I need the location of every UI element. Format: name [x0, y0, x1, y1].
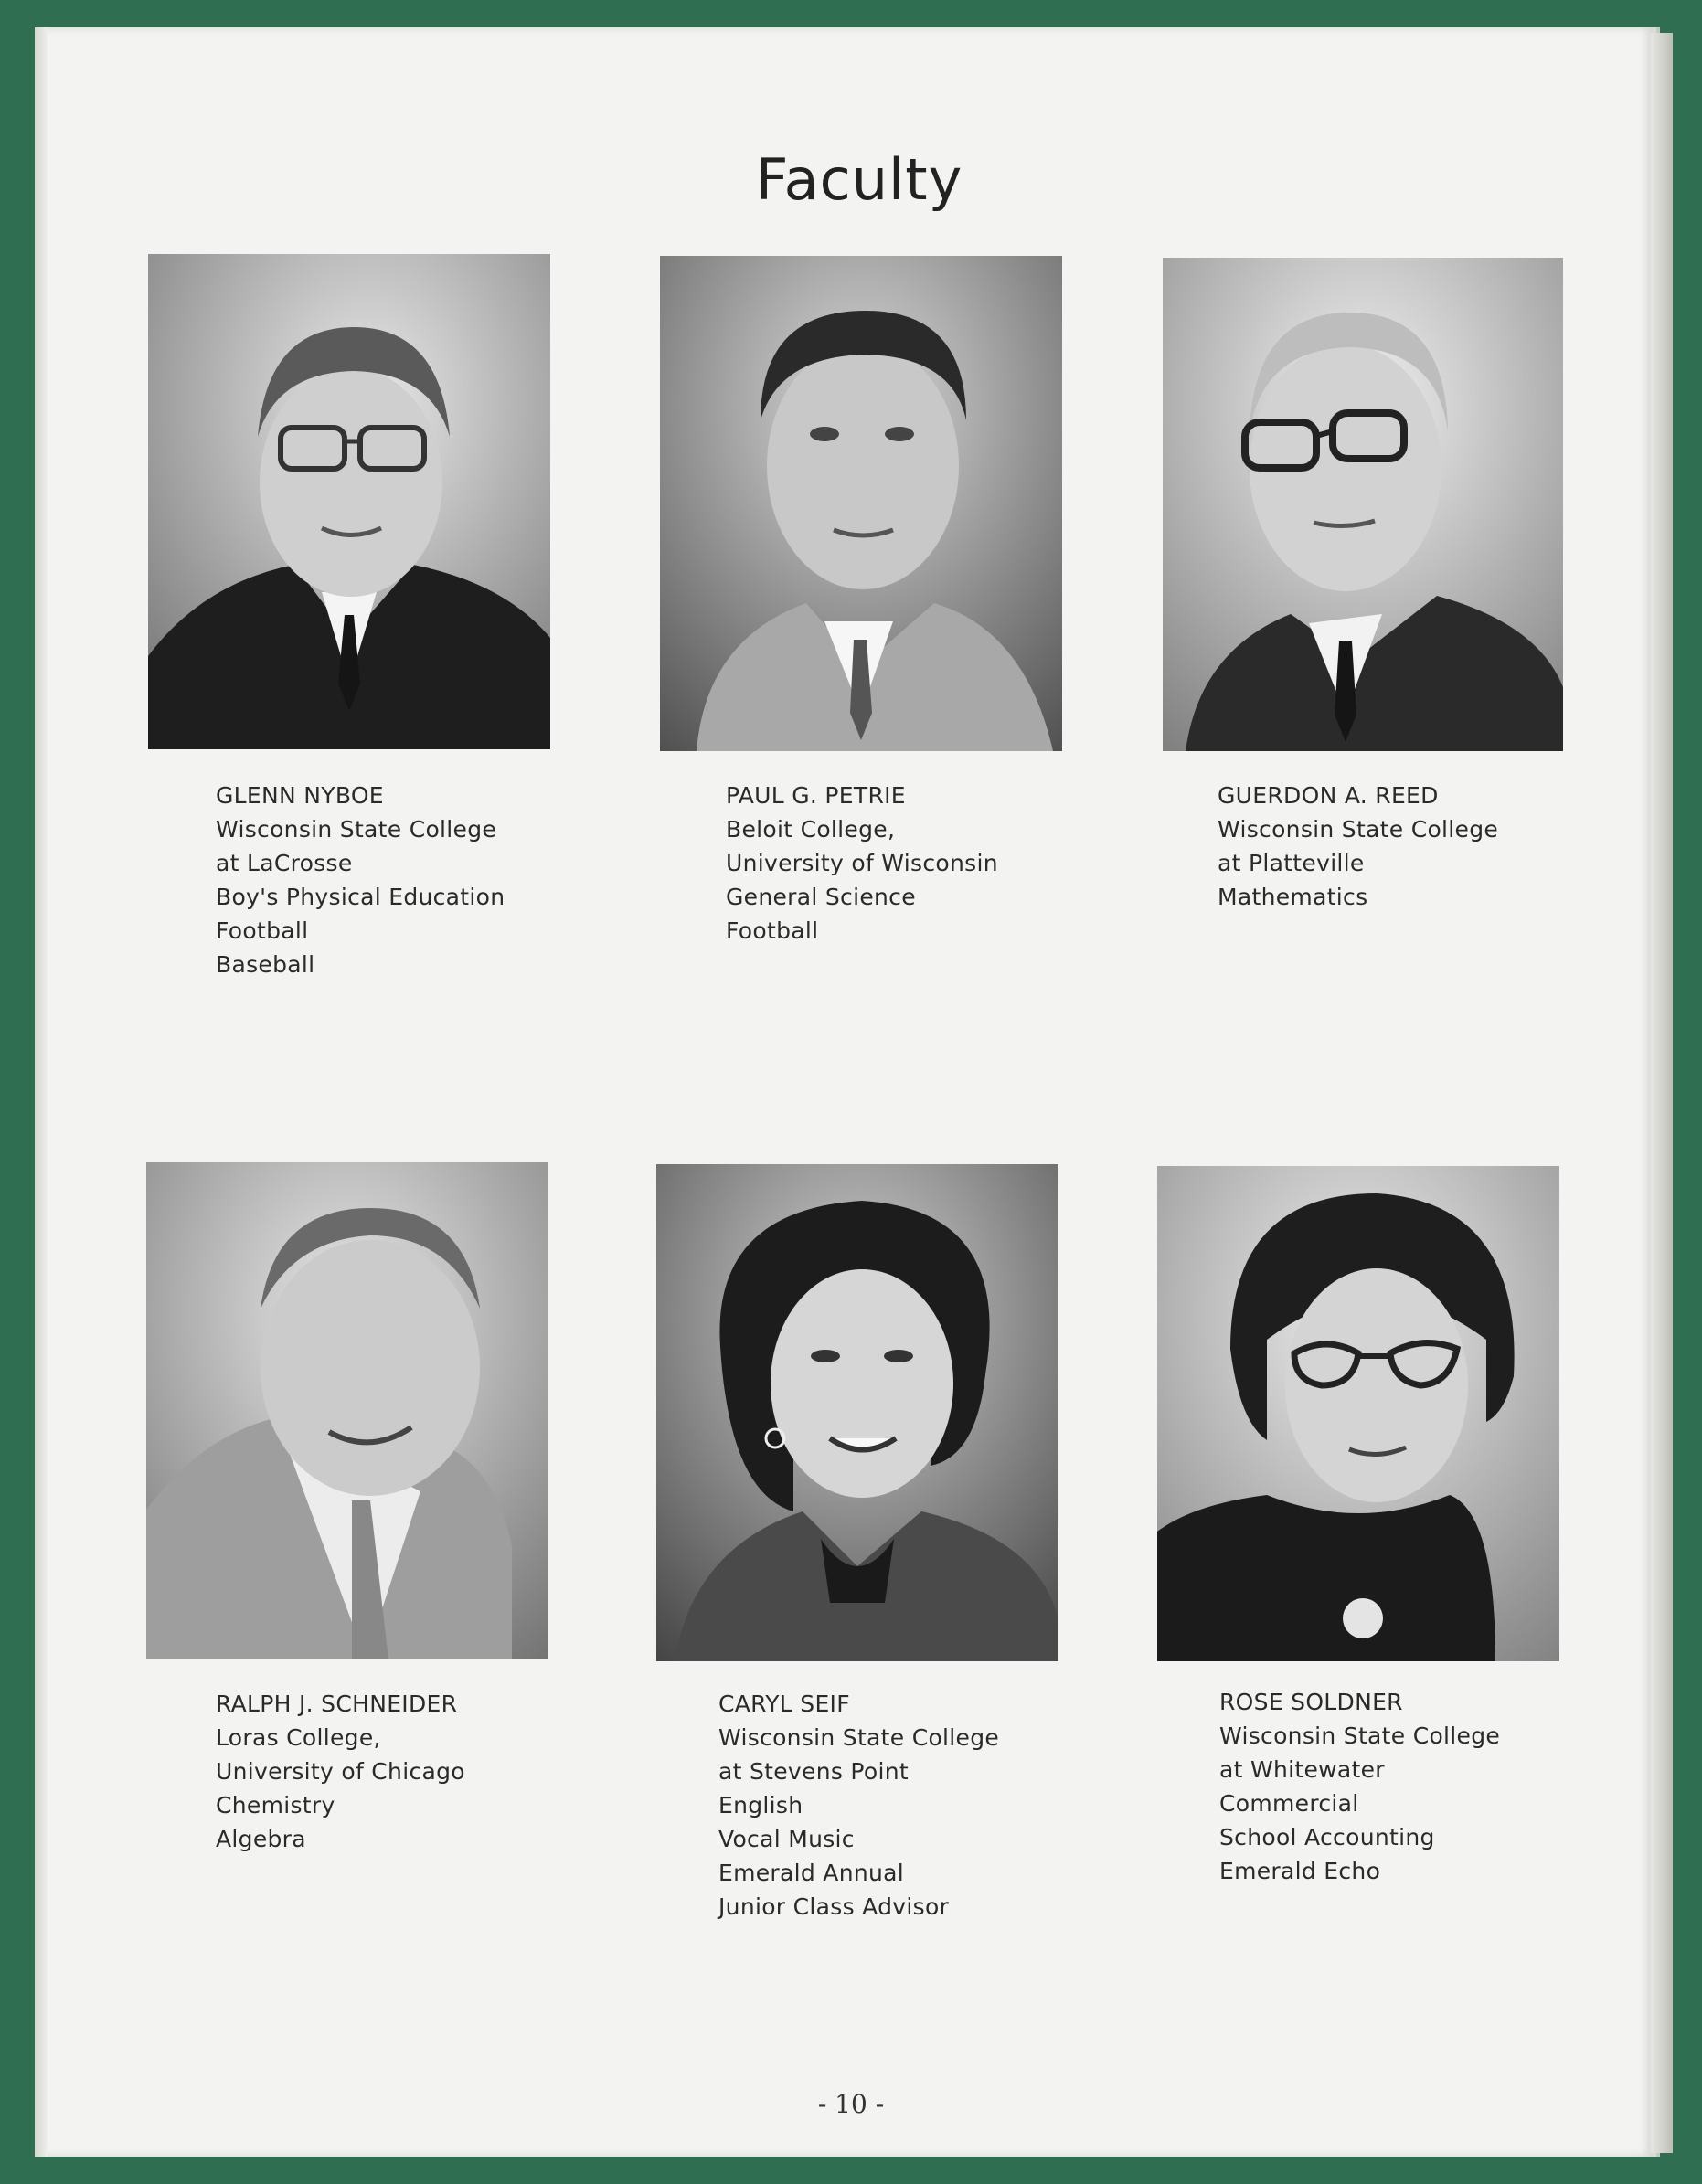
portrait-photo-schneider [146, 1162, 548, 1659]
faculty-detail: Wisconsin State College [718, 1724, 1000, 1751]
faculty-detail: University of Wisconsin [726, 850, 998, 876]
portrait-photo-seif [656, 1164, 1058, 1661]
faculty-detail: Algebra [216, 1826, 306, 1852]
faculty-detail: Football [726, 917, 819, 944]
faculty-detail: Commercial [1219, 1790, 1359, 1817]
faculty-detail: University of Chicago [216, 1758, 465, 1785]
faculty-detail: Emerald Echo [1219, 1858, 1381, 1884]
portrait-photo-reed [1163, 258, 1563, 751]
faculty-detail: Football [216, 917, 309, 944]
portrait-photo-soldner [1157, 1166, 1559, 1661]
faculty-detail: Emerald Annual [718, 1860, 904, 1886]
faculty-detail: Wisconsin State College [1219, 1723, 1501, 1749]
faculty-caption-nyboe [216, 779, 505, 981]
faculty-detail: Junior Class Advisor [718, 1893, 950, 1920]
faculty-name: ROSE SOLDNER [1219, 1689, 1403, 1715]
faculty-detail: Wisconsin State College [1218, 816, 1499, 843]
faculty-detail: at Stevens Point [718, 1758, 909, 1785]
faculty-detail: Wisconsin State College [216, 816, 497, 843]
faculty-name: GUERDON A. REED [1218, 782, 1439, 809]
faculty-caption-schneider [216, 1687, 465, 1856]
faculty-detail: Boy's Physical Education [216, 884, 505, 910]
portrait-photo-nyboe [148, 254, 550, 749]
faculty-detail: at Platteville [1218, 850, 1365, 876]
faculty-caption-reed [1218, 779, 1498, 914]
faculty-caption-soldner [1219, 1685, 1500, 1888]
page-stack-edge [1651, 33, 1673, 2153]
faculty-detail: at Whitewater [1219, 1756, 1385, 1783]
faculty-name: GLENN NYBOE [216, 782, 384, 809]
faculty-caption-seif [718, 1687, 999, 1924]
faculty-detail: Loras College, [216, 1724, 381, 1751]
portrait-photo-petrie [660, 256, 1062, 751]
faculty-detail: Chemistry [216, 1792, 335, 1818]
faculty-name: CARYL SEIF [718, 1691, 850, 1717]
faculty-detail: Baseball [216, 951, 315, 978]
faculty-detail: at LaCrosse [216, 850, 353, 876]
page-title: Faculty [755, 146, 963, 213]
faculty-detail: School Accounting [1219, 1824, 1435, 1850]
faculty-detail: Vocal Music [718, 1826, 855, 1852]
faculty-detail: Beloit College, [726, 816, 896, 843]
page-number: - 10 - [817, 2089, 885, 2119]
faculty-detail: English [718, 1792, 803, 1818]
faculty-detail: Mathematics [1218, 884, 1368, 910]
faculty-caption-petrie [726, 779, 998, 948]
faculty-detail: General Science [726, 884, 916, 910]
faculty-name: RALPH J. SCHNEIDER [216, 1691, 458, 1717]
page-binding-edge [35, 27, 48, 2157]
faculty-name: PAUL G. PETRIE [726, 782, 906, 809]
